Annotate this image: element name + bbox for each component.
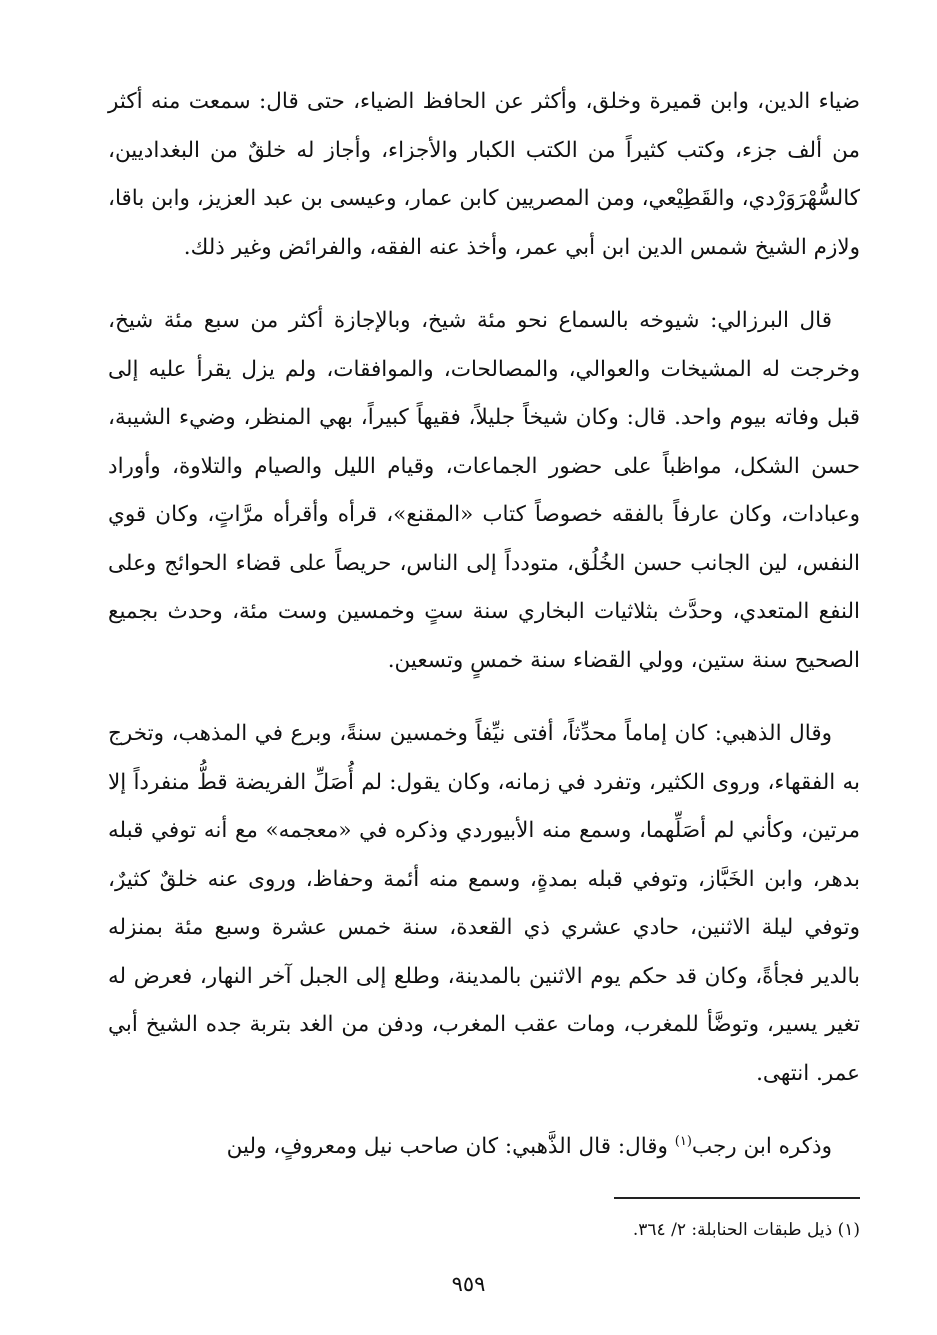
footnote-separator xyxy=(614,1197,860,1199)
footnote: (١) ذيل طبقات الحنابلة: ٢/ ٣٦٤. xyxy=(632,1220,860,1240)
paragraph-1: ضياء الدين، وابن قميرة وخلق، وأكثر عن الحافظ الضياء، حتى قال: سمعت منه أكثر من ألف جزء، وكتب كثيراً من الكتب الكبار والأجزاء، وأجاز له خلقٌ من البغداديين، كالسُّهْرَوَرْدي، والقَطِيْعي، ومن المصريين كابن عمار، وعيسى بن عبد العزيز، وابن باقا، ولازم الشيخ شمس الدين ابن أبي عمر، وأخذ عنه الفقه، والفرائض وغير ذلك. xyxy=(108,89,860,260)
paragraph-2: قال البرزالي: شيوخه بالسماع نحو مئة شيخ، وبالإجازة أكثر من سبع مئة شيخ، وخرجت له المشيخات والعوالي، والمصالحات، والموافقات، ولم يزل يقرأ عليه إلى قبل وفاته بيوم واحد. قال: وكان شيخاً جليلاً، فقيهاً كبيراً، بهي المنظر، وضيء الشيبة، حسن الشكل، مواظباً على حضور الجماعات، وقيام الليل والصيام والتلاوة، وأوراد وعبادات، وكان عارفاً بالفقه خصوصاً كتاب «المقنع»، قرأه وأقرأه مرَّاتٍ، وكان قوي النفس، لين الجانب حسن الخُلُق، متودداً إلى الناس، حريصاً على قضاء الحوائج وعلى النفع المتعدي، وحدَّث بثلاثيات البخاري سنة ستٍ وخمسين وست مئة، وحدث بجميع الصحيح سنة ستين، وولي القضاء سنة خمسٍ وتسعين. xyxy=(108,308,860,673)
paragraph-4-start: وذكره ابن رجب xyxy=(691,1134,832,1159)
footnote-marker: (١) xyxy=(674,1133,692,1149)
paragraph-3: وقال الذهبي: كان إماماً محدِّثاً، أفتى نيِّفاً وخمسين سنةً، وبرع في المذهب، وتخرج به الفقهاء، وروى الكثير، وتفرد في زمانه، وكان يقول: لم أُصَلِّ الفريضة قطُّ منفرداً إلا مرتين، وكأني لم أصَلِّهما، وسمع منه الأبيوردي وذكره في «معجمه» مع أنه توفي قبله بدهر، وابن الخَبَّاز، وتوفي قبله بمدةٍ، وسمع منه أئمة وحفاظ، وروى عنه خلقٌ كثيرٌ، وتوفي ليلة الاثنين، حادي عشري ذي القعدة، سنة خمس عشرة وسبع مئة بمنزله بالدير فجأةً، وكان قد حكم يوم الاثنين بالمدينة، وطلع إلى الجبل آخر النهار، فعرض له تغير يسير، وتوضَّأ للمغرب، ومات عقب المغرب، ودفن من الغد بتربة جده الشيخ أبي عمر. انتهى. xyxy=(108,721,860,1086)
main-text-block xyxy=(108,78,860,1197)
page-number: ٩٥٩ xyxy=(451,1272,486,1296)
paragraph-4 xyxy=(108,1123,860,1172)
paragraph-4-rest: وقال: قال الذَّهبي: كان صاحب نيل ومعروفٍ، ولين xyxy=(226,1134,675,1159)
